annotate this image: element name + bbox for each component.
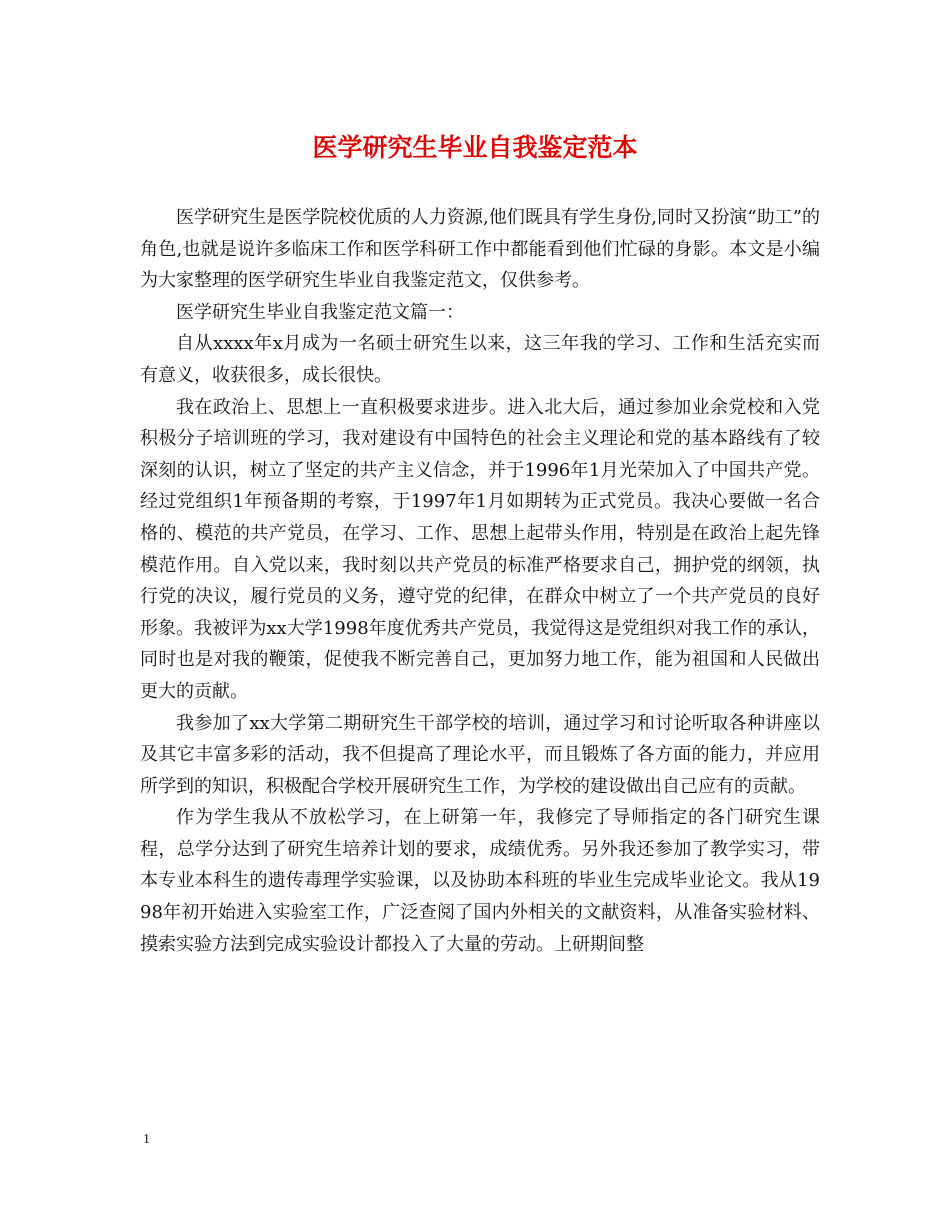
paragraph-training: 我参加了xx大学第二期研究生干部学校的培训，通过学习和讨论听取各种讲座以及其它丰富多彩的活动，我不但提高了理论水平，而且锻炼了各方面的能力，并应用所学到的知识，积极配合学校开展研究生工作，为学校的建设做出自己应有的贡献。 <box>140 712 820 797</box>
paragraph-section-heading: 医学研究生毕业自我鉴定范文篇一： <box>176 301 464 323</box>
paragraph-political: 我在政治上、思想上一直积极要求进步。进入北大后，通过参加业余党校和入党积极分子培训班的学习，我对建设有中国特色的社会主义理论和党的基本路线有了较深刻的认识，树立了坚定的共产主义信念，并于1996年1月光荣加入了中国共产党。经过党组织1年预备期的考察，于1997年1月如期转为正式党员。我决心要做一名合格的、模范的共产党员，在学习、工作、思想上起带头作用，特别是在政治上起先锋模范作用。自入党以来，我时刻以共产党员的标准严格要求自己，拥护党的纲领，执行党的决议，履行党员的义务，遵守党的纪律，在群众中树立了一个共产党员的良好形象。我被评为xx大学1998年度优秀共产党员，我觉得这是党组织对我工作的承认，同时也是对我的鞭策，促使我不断完善自己，更加努力地工作，能为祖国和人民做出更大的贡献。 <box>140 396 820 702</box>
document-title: 医学研究生毕业自我鉴定范本 <box>312 133 638 162</box>
paragraph-opening: 自从xxxx年x月成为一名硕士研究生以来，这三年我的学习、工作和生活充实而有意义，收获很多，成长很快。 <box>140 333 820 386</box>
paragraph-study: 作为学生我从不放松学习，在上研第一年，我修完了导师指定的各门研究生课程，总学分达到了研究生培养计划的要求，成绩优秀。另外我还参加了教学实习，带本专业本科生的遗传毒理学实验课，以及协助本科班的毕业生完成毕业论文。我从1998年初开始进入实验室工作，广泛查阅了国内外相关的文献资料，从准备实验材料、摸索实验方法到完成实验设计都投入了大量的劳动。上研期间整 <box>140 807 820 955</box>
page-number: 1 <box>143 1132 150 1147</box>
document-body <box>140 202 820 960</box>
paragraph-intro: 医学研究生是医学院校优质的人力资源,他们既具有学生身份,同时又扮演“助工”的角色,也就是说许多临床工作和医学科研工作中都能看到他们忙碌的身影。本文是小编为大家整理的医学研究生毕业自我鉴定范文，仅供参考。 <box>140 207 820 292</box>
